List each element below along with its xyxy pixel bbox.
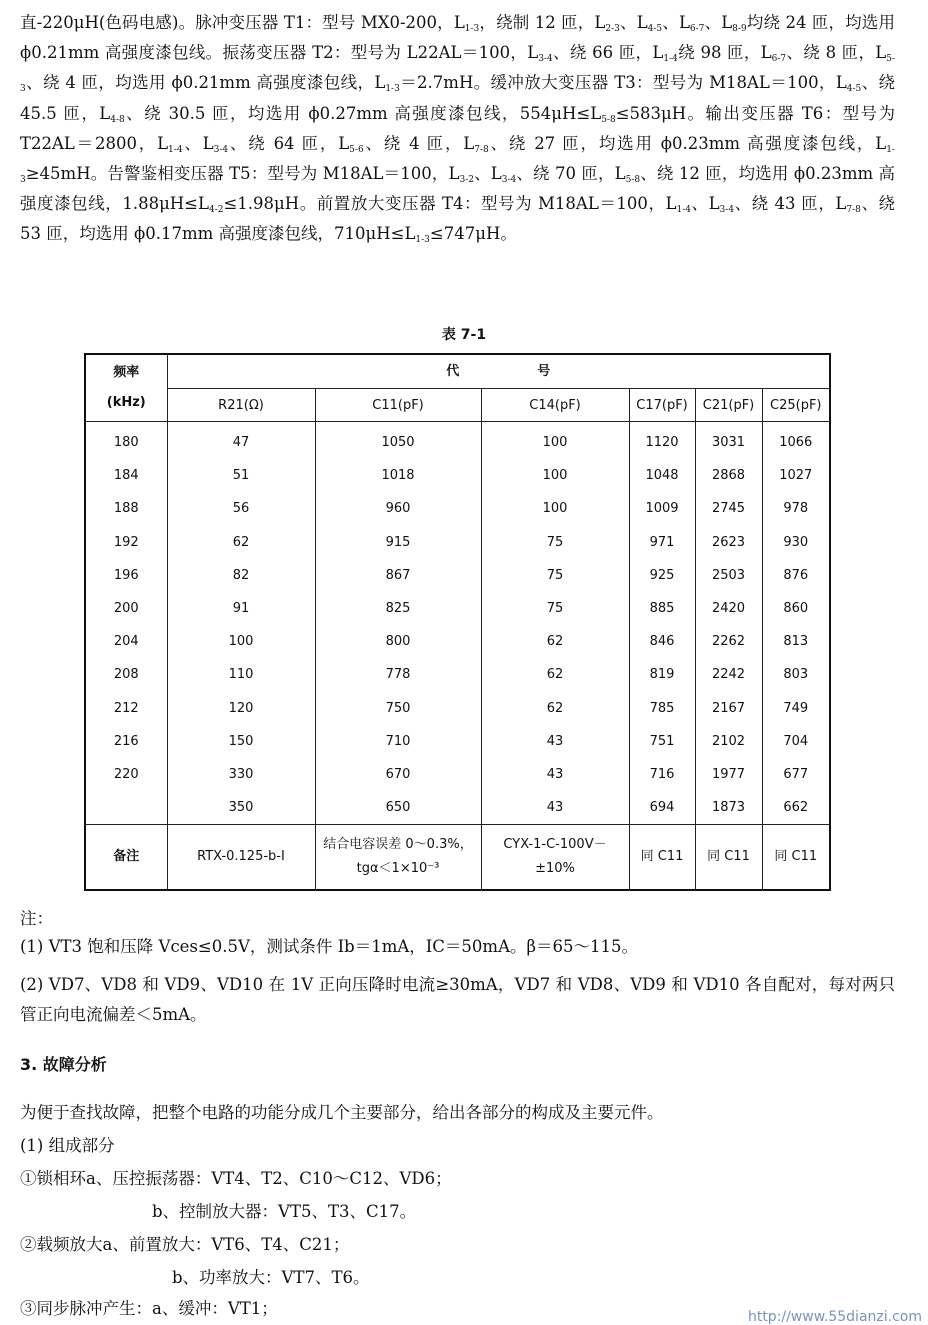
remark-cell: RTX-0.125-b-I (167, 825, 315, 891)
table-cell: 876 (783, 567, 809, 583)
intro-text: ≤1.98μH。前置放大变压器 T4：型号为 M18AL＝100，L (223, 194, 677, 214)
table-cell: 860 (783, 600, 809, 616)
section-intro: 为便于查找故障，把整个电路的功能分成几个主要部分，给出各部分的构成及主要元件。 (20, 1103, 664, 1122)
table-cell: 150 (228, 733, 254, 749)
freq-header-label: 频率 (113, 365, 140, 380)
remark-cell: 同 C11 (695, 825, 762, 891)
table-cell: 2420 (711, 600, 746, 616)
table-cell: 819 (649, 667, 675, 683)
table-cell: 212 (113, 700, 139, 716)
subscript: 1-4 (676, 205, 691, 216)
table-cell: 51 (232, 468, 250, 484)
table-cell: 2745 (711, 501, 746, 517)
intro-text: 、L (474, 164, 502, 184)
intro-text: 、L (704, 13, 733, 32)
freq-column (85, 422, 167, 825)
table-cell: 180 (113, 435, 139, 450)
list-item: b、控制放大器：VT5、T3、C17。 (152, 1202, 417, 1221)
table-cell: 216 (113, 733, 139, 749)
c25-column (762, 422, 830, 825)
table-cell: 1120 (645, 435, 679, 450)
table-cell: 120 (228, 700, 254, 716)
table-cell: 100 (542, 468, 568, 484)
intro-text: 、绕 30.5 匝，均选用 ϕ0.27mm 高强度漆包线，554μH≤L (124, 103, 602, 123)
table-cell: 1873 (711, 800, 746, 816)
intro-text: 直-220μH(色码电感)。脉冲变压器 T1：型号 MX0-200，L (20, 13, 465, 32)
table-cell: 2623 (711, 534, 746, 550)
table-cell: 100 (542, 435, 568, 450)
table-cell: 960 (385, 501, 411, 517)
table-cell: 2242 (711, 667, 746, 683)
table-cell: 846 (649, 634, 675, 650)
col-header: C17(pF) (629, 389, 695, 422)
subscript: 4-8 (110, 114, 125, 125)
table-cell: 825 (385, 600, 411, 616)
table-cell: 662 (783, 800, 809, 816)
intro-text: ≤747μH。 (429, 224, 517, 244)
intro-text: 、绕 43 匝，L (734, 194, 847, 214)
intro-text: 、L (690, 194, 720, 214)
table-cell: 75 (546, 534, 564, 550)
table-cell: 91 (232, 600, 250, 616)
subscript: 2-3 (605, 24, 620, 34)
table-cell: 43 (546, 800, 564, 816)
intro-text: 、绕 4 匝，均选用 ϕ0.21mm 高强度漆包线，L (25, 73, 386, 93)
table-cell: 220 (113, 766, 139, 782)
table-cell: 2868 (711, 468, 746, 484)
table-cell: 1018 (381, 468, 415, 484)
subscript: 5-6 (349, 144, 364, 155)
subscript: 7-8 (846, 205, 861, 216)
col-header: C21(pF) (695, 389, 762, 422)
subscript: 6-7 (771, 54, 787, 65)
intro-text: 、绕 8 匝，L (786, 43, 887, 63)
subscript: 3-4 (501, 175, 517, 186)
table-cell: 885 (649, 600, 675, 616)
table-cell: 704 (783, 733, 809, 749)
table-cell: 3031 (711, 435, 746, 450)
remark-cell: 同 C11 (629, 825, 695, 891)
table-cell: 47 (232, 435, 250, 450)
subscript: 1-3 (464, 24, 480, 34)
freq-header-unit: (kHz) (106, 395, 146, 410)
subscript: 1-4 (663, 54, 678, 65)
table-cell: 100 (542, 501, 568, 517)
intro-text: ＝2.7mH。缓冲放大变压器 T3：型号为 M18AL＝100，L (399, 73, 847, 93)
table-cell: 670 (385, 766, 411, 782)
intro-text: 、绕 27 匝，均选用 ϕ0.23mm 高强度漆包线，L (488, 133, 887, 153)
c14-column (481, 422, 629, 825)
col-header: R21(Ω) (167, 389, 315, 422)
intro-text: 、绕 66 匝，L (552, 43, 664, 63)
subscript: 1-3 (20, 144, 895, 186)
c11-column (315, 422, 481, 825)
table-cell: 785 (649, 700, 675, 716)
subscript: 5-8 (625, 175, 641, 186)
table-cell: 971 (649, 534, 675, 550)
table-cell: 2262 (711, 634, 746, 650)
table-cell: 867 (385, 567, 411, 583)
table-cell: 2167 (711, 700, 746, 716)
intro-text: ≤583μH。输出变压器 T6：型号为 T22AL＝2800，L (20, 103, 895, 153)
subscript: 7-8 (474, 144, 489, 155)
list-item: ①锁相环a、压控振荡器：VT4、T2、C10～C12、VD6； (20, 1169, 452, 1188)
notes-title: 注： (20, 909, 53, 928)
intro-text: 均绕 24 匝，均选用 ϕ0.21mm 高强度漆包线。振荡变压器 T2：型号为 L22AL＝100，L (20, 13, 895, 63)
table-cell: 803 (783, 667, 809, 683)
table-cell (86, 791, 167, 824)
list-item: ②载频放大a、前置放大：VT6、T4、C21； (20, 1235, 350, 1254)
table-cell: 196 (113, 567, 139, 583)
subscript: 5-8 (601, 114, 616, 125)
list-item: b、功率放大：VT7、T6。 (172, 1268, 370, 1287)
table-cell: 208 (113, 667, 139, 683)
table-cell: 110 (228, 667, 254, 683)
table-cell: 100 (228, 634, 254, 650)
col-header: C11(pF) (315, 389, 481, 422)
table-caption: 表 7-1 (441, 327, 487, 343)
section-heading: 3. 故障分析 (20, 1055, 107, 1074)
subscript: 3-4 (719, 205, 735, 216)
col-header: C14(pF) (481, 389, 629, 422)
table-cell: 188 (113, 501, 139, 517)
table-cell: 82 (232, 567, 250, 583)
note-1: (1) VT3 饱和压降 Vces≤0.5V，测试条件 Ib＝1mA，IC＝50mA。β＝65～115。 (20, 937, 639, 956)
intro-text: 绕 98 匝，L (677, 43, 772, 63)
subscript: 6-7 (689, 24, 705, 34)
table-cell: 75 (546, 567, 564, 583)
c17-column (629, 422, 695, 825)
note-2: (2) VD7、VD8 和 VD9、VD10 在 1V 正向压降时电流≥30mA，VD7 和 VD8、VD9 和 VD10 各自配对，每对两只管正向电流偏差＜5mA。 (20, 975, 895, 1025)
remark-label: 备注 (85, 825, 167, 891)
list-item: ③同步脉冲产生：a、缓冲：VT1； (20, 1299, 278, 1318)
subscript: 4-5 (846, 84, 862, 95)
subscript: 8-9 (732, 24, 747, 34)
subscript: 4-5 (647, 24, 663, 34)
table-cell: 75 (546, 600, 564, 616)
table-cell: 56 (232, 501, 250, 517)
table-cell: 1048 (645, 468, 679, 484)
table-cell: 200 (113, 600, 139, 616)
subscript: 5-3 (20, 54, 895, 95)
intro-paragraph (20, 8, 895, 250)
remark-cell: CYX-1-C-100V－±10% (481, 825, 629, 891)
table-cell: 62 (546, 700, 564, 716)
code-header: 代 号 (167, 354, 830, 389)
table-cell: 915 (385, 534, 411, 550)
subscript: 3-2 (459, 175, 474, 186)
table-cell: 62 (232, 534, 250, 550)
subscript: 3-4 (538, 54, 553, 65)
table-cell: 330 (228, 766, 254, 782)
subscript: 4-2 (208, 205, 224, 216)
watermark: http://www.55dianzi.com (747, 1309, 922, 1325)
intro-text: ≥45mH。告警鉴相变压器 T5：型号为 M18AL＝100，L (25, 164, 460, 184)
table-cell: 978 (783, 501, 809, 517)
intro-text: 、绕 64 匝，L (228, 133, 350, 153)
table-cell: 677 (783, 766, 809, 782)
table-cell: 716 (649, 766, 675, 782)
table-cell: 1066 (779, 435, 813, 450)
table-cell: 350 (228, 800, 254, 816)
table-cell: 1977 (711, 766, 746, 782)
table-cell: 694 (649, 800, 675, 816)
r21-column (167, 422, 315, 825)
table-cell: 184 (113, 468, 139, 484)
table-cell: 751 (649, 733, 675, 749)
table-cell: 813 (783, 634, 809, 650)
c21-column (695, 422, 762, 825)
table-cell: 62 (546, 634, 564, 650)
intro-text: 、绕 70 匝，L (516, 164, 626, 184)
subscript: 1-3 (385, 84, 400, 95)
subscript: 1-3 (415, 235, 430, 246)
subsection-title: (1) 组成部分 (20, 1136, 115, 1155)
table-cell: 710 (385, 733, 411, 749)
intro-text: 、绕 45.5 匝，L (20, 73, 896, 123)
table-cell: 1050 (381, 435, 415, 450)
table-cell: 1009 (645, 501, 679, 517)
table-cell: 930 (783, 534, 809, 550)
table-cell: 2102 (711, 733, 746, 749)
table-cell: 192 (113, 534, 139, 550)
intro-text: 、绕 4 匝，L (363, 133, 475, 153)
intro-text: 、绕 12 匝，均选用 ϕ0.23mm 高强度漆包线，1.88μH≤L (20, 164, 895, 214)
table-cell: 1027 (779, 468, 813, 484)
table-cell: 43 (546, 766, 564, 782)
subscript: 3-4 (213, 144, 229, 155)
table-cell: 204 (113, 634, 139, 650)
table-cell: 750 (385, 700, 411, 716)
intro-text: 、L (182, 133, 214, 153)
component-table (84, 353, 831, 891)
table-cell: 925 (649, 567, 675, 583)
freq-header (85, 354, 167, 422)
table-cell: 62 (546, 667, 564, 683)
table-cell: 778 (385, 667, 411, 683)
col-header: C25(pF) (762, 389, 830, 422)
intro-text: 、L (662, 13, 690, 32)
subscript: 1-4 (168, 144, 183, 155)
intro-text: ，绕制 12 匝，L (479, 13, 606, 32)
table-cell: 2503 (711, 567, 746, 583)
intro-text: 、绕 53 匝，均选用 ϕ0.17mm 高强度漆包线，710μH≤L (20, 194, 896, 244)
table-cell: 749 (783, 700, 809, 716)
remark-cell: 结合电容误差 0～0.3%，tgα＜1×10⁻³ (315, 825, 481, 891)
intro-text: 、L (619, 13, 648, 32)
remark-cell: 同 C11 (762, 825, 830, 891)
table-cell: 650 (385, 800, 411, 816)
table-cell: 43 (546, 733, 564, 749)
table-cell: 800 (385, 634, 411, 650)
